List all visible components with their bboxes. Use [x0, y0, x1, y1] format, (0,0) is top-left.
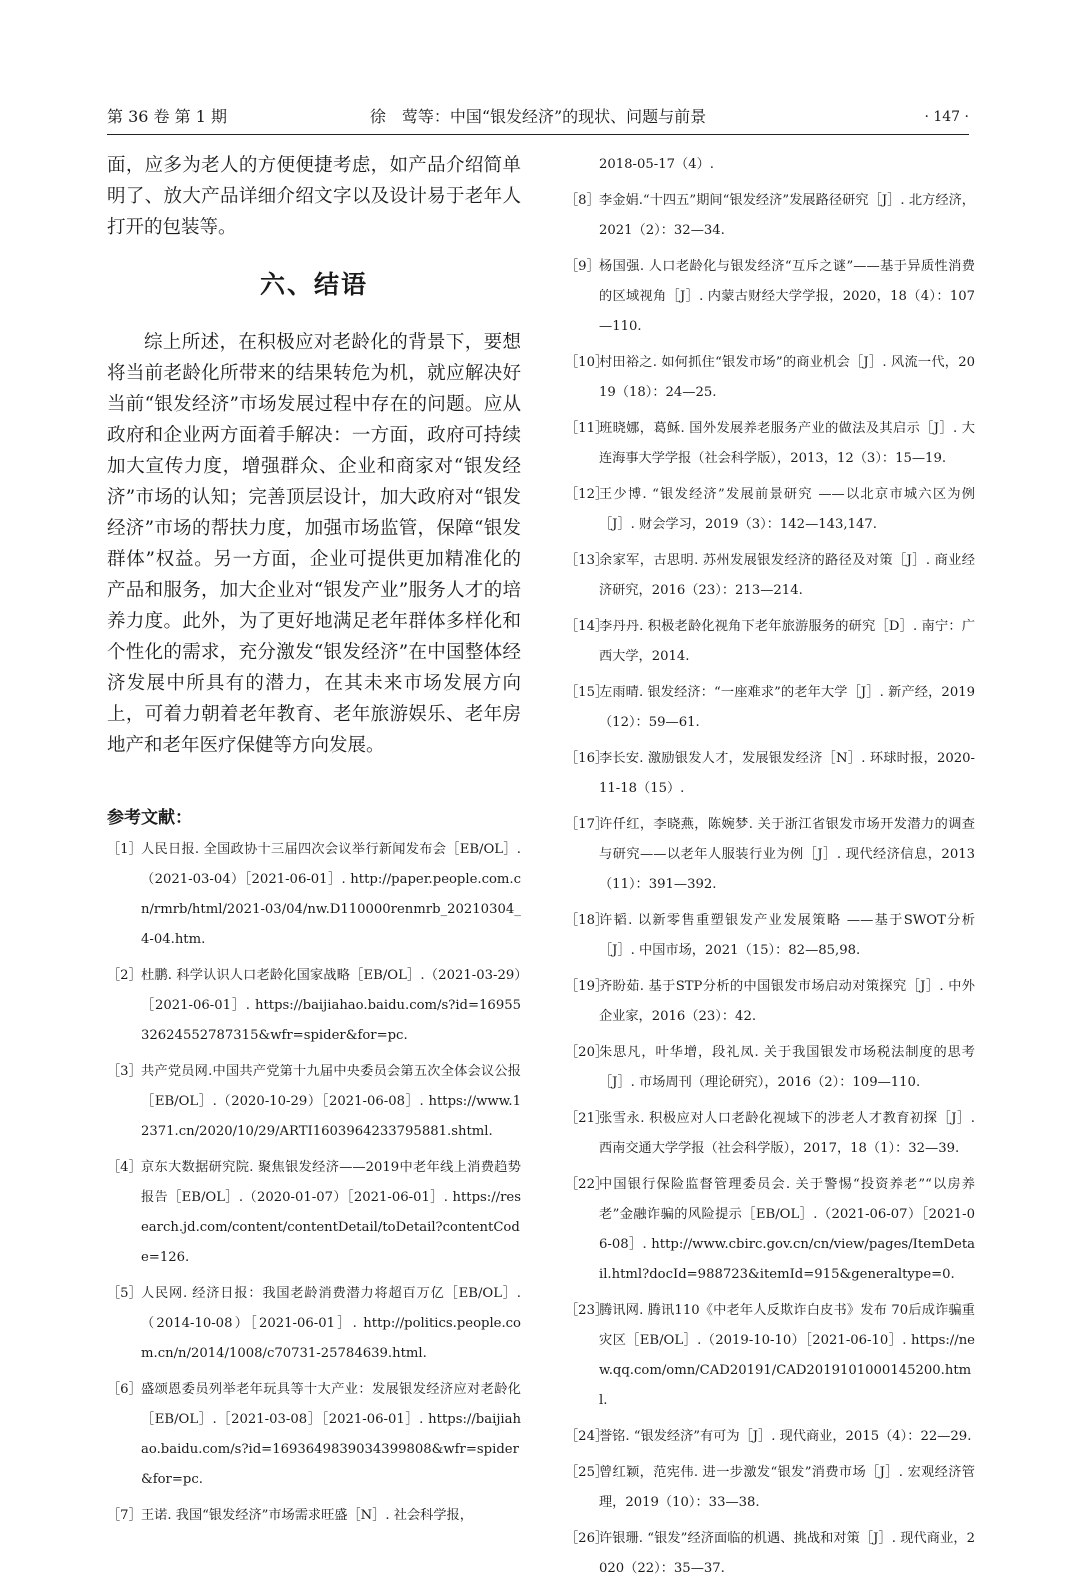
reference-text: 2018-05-17（4）.	[599, 157, 714, 172]
reference-item	[565, 678, 975, 738]
reference-number: ［21］	[565, 1111, 609, 1126]
conclusion-paragraph: 综上所述，在积极应对老龄化的背景下，要想将当前老龄化所带来的结果转危为机，就应解决好当前“银发经济”市场发展过程中存在的问题。应从政府和企业两方面着手解决：一方面，政府可持续加大宣传力度，增强群众、企业和商家对“银发经济”市场的认知；完善顶层设计，加大政府对“银发经济”市场的帮扶力度，加强市场监管，保障“银发群体”权益。另一方面，企业可提供更加精准化的产品和服务，加大企业对“银发产业”服务人才的培养力度。此外，为了更好地满足老年群体多样化和个性化的需求，充分激发“银发经济”在中国整体经济发展中所具有的潜力，在其未来市场发展方向上，可着力朝着老年教育、老年旅游娱乐、老年房地产和老年医疗保健等方向发展。	[107, 332, 521, 756]
reference-number: ［11］	[565, 421, 609, 436]
reference-number: ［19］	[565, 979, 609, 994]
reference-number: ［6］	[107, 1382, 142, 1397]
header-rule	[107, 134, 969, 135]
reference-item	[565, 414, 975, 474]
reference-number: ［20］	[565, 1045, 609, 1060]
reference-item	[565, 1038, 975, 1098]
reference-text: 王诺. 我国“银发经济”市场需求旺盛［N］. 社会科学报，	[141, 1508, 473, 1523]
reference-item	[565, 612, 975, 672]
reference-text: 李丹丹. 积极老龄化视角下老年旅游服务的研究［D］. 南宁：广西大学，2014.	[599, 619, 975, 664]
reference-number: ［1］	[107, 842, 142, 857]
reference-text: 誉铭. “银发经济”有可为［J］. 现代商业，2015（4）：22—29.	[599, 1429, 972, 1444]
reference-number: ［16］	[565, 751, 609, 766]
reference-text: 村田裕之. 如何抓住“银发市场”的商业机会［J］. 风流一代，2019（18）：24—25.	[599, 355, 975, 400]
reference-number: ［25］	[565, 1465, 609, 1480]
reference-text: 班晓娜，葛稣. 国外发展养老服务产业的做法及其启示［J］. 大连海事大学学报（社会科学版），2013，12（3）：15—19.	[599, 421, 975, 466]
reference-number: ［13］	[565, 553, 609, 568]
page-number: · 147 ·	[924, 109, 969, 125]
reference-number: ［17］	[565, 817, 609, 832]
reference-number: ［15］	[565, 685, 609, 700]
reference-item	[565, 546, 975, 606]
reference-item	[107, 961, 521, 1051]
right-column	[565, 150, 975, 1590]
reference-text: 共产党员网.中国共产党第十九届中央委员会第五次全体会议公报［EB/OL］.（2020-10-29）［2021-06-08］. https://www.12371.cn/2020/10/29/ARTI1603964233795881.shtml.	[141, 1064, 521, 1139]
reference-text: 张雪永. 积极应对人口老龄化视域下的涉老人才教育初探［J］. 西南交通大学学报（社会科学版），2017，18（1）：32—39.	[599, 1111, 975, 1156]
section-heading: 六、结语	[259, 270, 368, 299]
journal-issue: 第 36 卷 第 1 期	[107, 107, 227, 126]
running-header	[107, 104, 969, 130]
article-title: 徐 莺等：中国“银发经济”的现状、问题与前景	[369, 107, 707, 126]
reference-number: ［9］	[565, 259, 600, 274]
reference-item	[107, 1279, 521, 1369]
reference-item	[107, 1153, 521, 1273]
reference-text: 许银珊. “银发”经济面临的机遇、挑战和对策［J］. 现代商业，2020（22）：35—37.	[599, 1531, 975, 1576]
reference-item	[107, 1057, 521, 1147]
left-column	[107, 150, 521, 1537]
reference-number	[565, 150, 599, 180]
opening-paragraph: 面，应多为老人的方便便捷考虑，如产品介绍简单明了、放大产品详细介绍文字以及设计易于老年人打开的包装等。	[107, 155, 521, 238]
reference-number: ［24］	[565, 1429, 609, 1444]
reference-number: ［5］	[107, 1286, 142, 1301]
reference-text: 许仟红，李晓燕，陈婉梦. 关于浙江省银发市场开发潜力的调查与研究——以老年人服装行业为例［J］. 现代经济信息，2013（11）：391—392.	[599, 817, 975, 892]
reference-text: 人民日报. 全国政协十三届四次会议举行新闻发布会［EB/OL］.（2021-03-04）［2021-06-01］. http://paper.people.com.cn/rmrb/html/2021-03/04/nw.D110000renmrb_20210304_4-04.htm.	[141, 842, 521, 947]
reference-text: 余家军，古思明. 苏州发展银发经济的路径及对策［J］. 商业经济研究，2016（23）：213—214.	[599, 553, 975, 598]
reference-text: 李金娟.“十四五”期间“银发经济”发展路径研究［J］. 北方经济，2021（2）：32—34.	[599, 193, 975, 238]
reference-text: 人民网. 经济日报：我国老龄消费潜力将超百万亿［EB/OL］.（2014-10-08）［2021-06-01］. http://politics.people.com.cn/n/2014/1008/c70731-25784639.html.	[141, 1286, 521, 1361]
reference-number: ［18］	[565, 913, 609, 928]
reference-item	[565, 906, 975, 966]
reference-text: 朱思凡，叶华增，段礼凤. 关于我国银发市场税法制度的思考［J］. 市场周刊（理论研究），2016（2）：109—110.	[599, 1045, 975, 1090]
reference-text: 左雨晴. 银发经济：“一座难求”的老年大学［J］. 新产经，2019（12）：59—61.	[599, 685, 975, 730]
reference-item	[565, 810, 975, 900]
reference-number: ［14］	[565, 619, 609, 634]
reference-number: ［3］	[107, 1064, 142, 1079]
reference-text: 杜鹏. 科学认识人口老龄化国家战略［EB/OL］.（2021-03-29）［2021-06-01］. https://baijiahao.baidu.com/s?id=1695532624552787315&wfr=spider&for=pc.	[141, 968, 521, 1043]
reference-item-continued	[565, 150, 975, 180]
reference-item	[107, 1375, 521, 1495]
reference-text: 腾讯网. 腾讯110《中老年人反欺诈白皮书》发布 70后成诈骗重灾区［EB/OL］.（2019-10-10）［2021-06-10］. https://new.qq.com/omn/CAD20191/CAD2019101000145200.html.	[599, 1303, 975, 1408]
reference-item	[565, 972, 975, 1032]
reference-text: 盛颂恩委员列举老年玩具等十大产业：发展银发经济应对老龄化［EB/OL］.［2021-03-08］［2021-06-01］. https://baijiahao.baidu.com/s?id=1693649839034399808&wfr=spider&for=pc.	[141, 1382, 521, 1487]
reference-number: ［7］	[107, 1508, 142, 1523]
reference-number: ［2］	[107, 968, 142, 983]
reference-number: ［12］	[565, 487, 609, 502]
references-list-left	[107, 835, 521, 1531]
reference-item	[565, 744, 975, 804]
reference-item	[565, 1104, 975, 1164]
reference-text: 曾红颖，范宪伟. 进一步激发“银发”消费市场［J］. 宏观经济管理，2019（10）：33—38.	[599, 1465, 975, 1510]
reference-text: 京东大数据研究院. 聚焦银发经济——2019中老年线上消费趋势报告［EB/OL］.（2020-01-07）［2021-06-01］. https://research.jd.com/content/contentDetail/toDetail?contentCode=126.	[141, 1160, 521, 1265]
reference-item	[565, 186, 975, 246]
reference-text: 王少博. “银发经济”发展前景研究 ——以北京市城六区为例［J］. 财会学习，2019（3）：142—143,147.	[599, 487, 975, 532]
reference-item	[565, 1458, 975, 1518]
references-list-right	[565, 150, 975, 1584]
reference-item	[565, 1296, 975, 1416]
reference-text: 杨国强. 人口老龄化与银发经济“互斥之谜”——基于异质性消费的区域视角［J］. 内蒙古财经大学学报，2020，18（4）：107—110.	[599, 259, 975, 334]
reference-number: ［22］	[565, 1177, 609, 1192]
reference-text: 许韬. 以新零售重塑银发产业发展策略 ——基于SWOT分析［J］. 中国市场，2021（15）：82—85,98.	[599, 913, 975, 958]
reference-item	[107, 1501, 521, 1531]
reference-text: 中国银行保险监督管理委员会. 关于警惕“投资养老”“以房养老”金融诈骗的风险提示［EB/OL］.（2021-06-07）［2021-06-08］. http://www.cbirc.gov.cn/cn/view/pages/ItemDetail.html?docId=988723&itemId=915&generaltype=0.	[599, 1177, 975, 1282]
references-heading: 参考文献：	[107, 808, 192, 828]
reference-item	[565, 1170, 975, 1290]
reference-number: ［26］	[565, 1531, 609, 1546]
reference-item	[565, 480, 975, 540]
reference-number: ［8］	[565, 193, 600, 208]
reference-item	[565, 1524, 975, 1584]
reference-text: 齐盼茹. 基于STP分析的中国银发市场启动对策探究［J］. 中外企业家，2016（23）：42.	[599, 979, 975, 1024]
reference-item	[565, 348, 975, 408]
reference-item	[107, 835, 521, 955]
reference-number: ［23］	[565, 1303, 609, 1318]
reference-item	[565, 1422, 975, 1452]
reference-number: ［10］	[565, 355, 609, 370]
reference-item	[565, 252, 975, 342]
reference-text: 李长安. 激励银发人才，发展银发经济［N］. 环球时报，2020-11-18（15）.	[599, 751, 975, 796]
reference-number: ［4］	[107, 1160, 142, 1175]
